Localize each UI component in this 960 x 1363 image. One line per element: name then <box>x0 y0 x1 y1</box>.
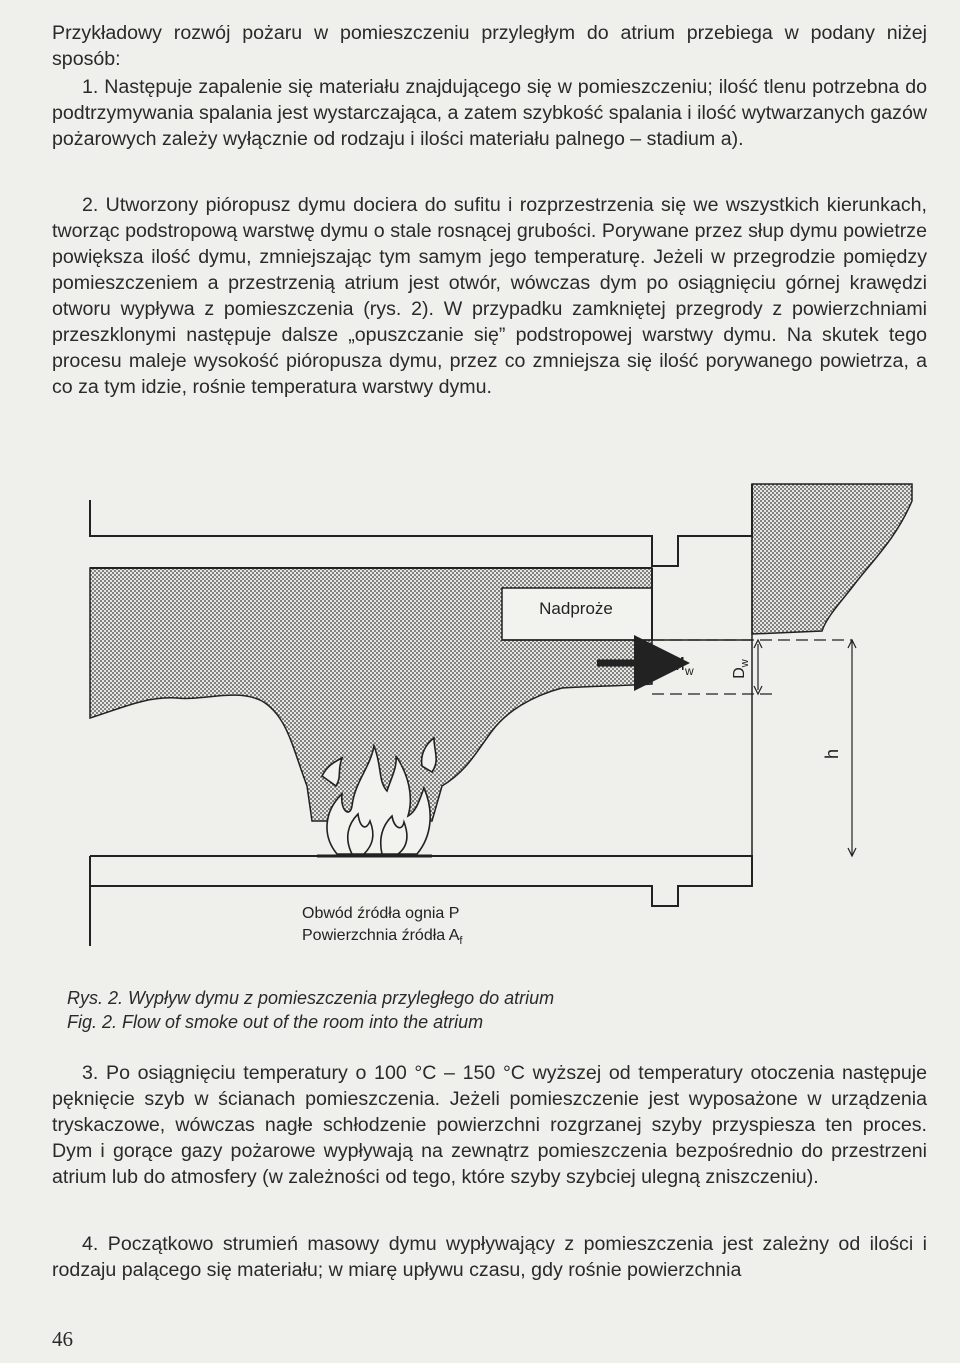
paragraph-item-1 <box>52 74 927 152</box>
label-area: Powierzchnia źródła $A_f$ <box>302 927 463 947</box>
ceiling-slab <box>90 484 752 566</box>
paragraph-intro: Przykładowy rozwój pożaru w pomieszczeniu przyległym do atrium przebiega w podany niżej sposób: <box>52 22 927 70</box>
paragraph-item-3-text: 3. Po osiągnięciu temperatury o 100 °C – 150 °C wyższej od temperatury otoczenia następuje pęknięcie szyb w ścianach pomieszczenia. Jeżeli pomieszczenie jest wyposażone w urządzenia tryskaczowe, wówczas nagłe schłodzenie powierzchni rozgrzanej szyby przyspiesza ten proces. Dym i gorące gazy pożarowe wypływają na zewnątrz pomieszczenia bezpośrednio do przestrzeni atrium lub do atmosfery (w zależności od tego, które szyby szybciej ulegną zniszczeniu). <box>52 1062 927 1188</box>
figure-caption-pl: Rys. 2. Wypływ dymu z pomieszczenia przyległego do atrium <box>67 988 555 1008</box>
figure-caption-en: Fig. 2. Flow of smoke out of the room into the atrium <box>67 1012 484 1032</box>
paragraph-item-1-text: 1. Następuje zapalenie się materiału znajdującego się w pomieszczeniu; ilość tlenu potrzebna do podtrzymywania spalania jest wystarczająca, a zatem szybkość spalania i ilość wytwarzanych gazów pożarowych zależy wyłącznie od rodzaju i ilości materiału palnego – stadium a). <box>52 76 927 150</box>
paragraph-item-2 <box>52 192 927 400</box>
label-lintel: Nadproże <box>539 599 613 618</box>
label-height: h <box>822 748 842 760</box>
paragraph-item-3 <box>52 1060 927 1190</box>
atrium-smoke <box>752 484 912 634</box>
page-number: 46 <box>52 1327 73 1351</box>
label-mass-flow: $M_w$ <box>670 654 694 678</box>
paragraph-item-2-text: 2. Utworzony pióropusz dymu dociera do sufitu i rozprzestrzenia się we wszystkich kierunkach, tworząc podstropową warstwę dymu o stale rosnącej grubości. Porywane przez słup dymu powietrze powiększa ilość dymu, zmniejszając tym samym jego temperaturę. Jeżeli w przegrodzie pomiędzy pomieszczeniem a przestrzenią atrium jest otwór, wówczas dym po osiągnięciu górnej krawędzi otworu wypływa z pomieszczenia (rys. 2). W przypadku zamkniętej przegrody z powierzchniami przeszklonymi następuje dalsze „opuszczanie się” podstropowej warstwy dymu. Na skutek tego procesu maleje wysokość pióropusza dymu, przez co zmniejsza się ilość porywanego powietrza, a co za tym idzie, rośnie temperatura warstwy dymu. <box>52 194 927 398</box>
figure-smoke-flow <box>52 476 932 996</box>
label-depth: $D_w$ <box>731 659 751 679</box>
paragraph-item-4-text: 4. Początkowo strumień masowy dymu wypływający z pomieszczenia jest zależny od ilości i rodzaju palącego się materiału; w miarę upływu czasu, gdy rośnie powierzchnia <box>52 1233 927 1281</box>
label-perimeter: Obwód źródła ognia P <box>302 905 460 922</box>
figure-diagram <box>52 476 932 996</box>
paragraph-item-4 <box>52 1231 927 1283</box>
